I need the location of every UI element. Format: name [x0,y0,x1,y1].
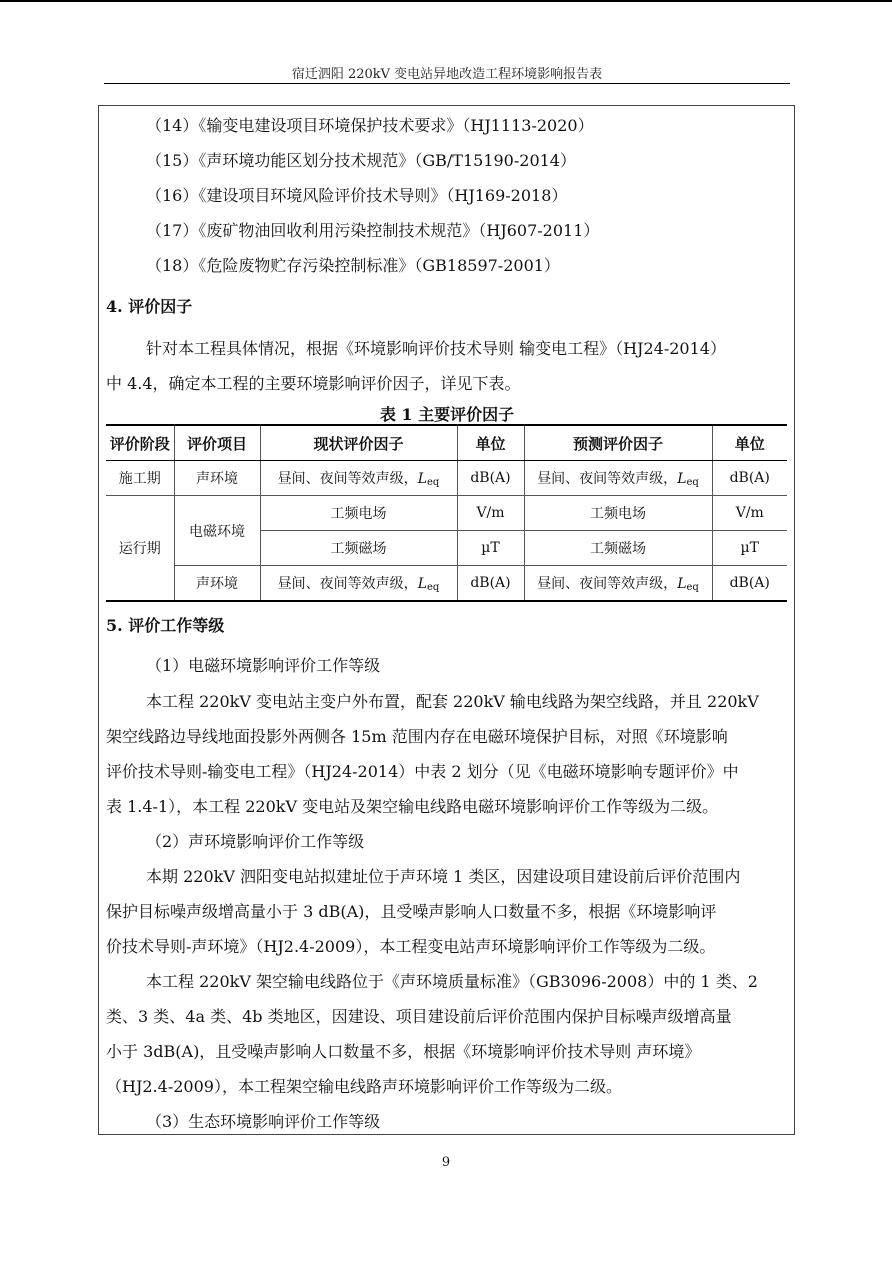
paragraph-line: 类、3 类、4a 类、4b 类地区，因建设、项目建设前后评价范围内保护目标噪声级增高量 [106,1007,732,1026]
subsection-heading: （3）生态环境影响评价工作等级 [146,1112,381,1131]
page-number: 9 [441,1155,451,1170]
current-factor-cell: 昼间、夜间等效声级，Leq [260,461,457,496]
unit-cell: dB(A) [712,566,787,602]
table-header-cell: 单位 [712,425,787,461]
stage-cell: 运行期 [106,496,174,602]
table-header-cell: 单位 [457,425,524,461]
paragraph-line: 保护目标噪声级增高量小于 3 dB(A)，且受噪声影响人口数量不多，根据《环境影响评 [106,902,717,921]
evaluation-factor-table [106,424,787,602]
page-top-border [0,0,892,2]
predicted-factor-cell: 工频磁场 [524,531,712,566]
item-cell: 声环境 [174,461,260,496]
unit-cell: V/m [457,496,524,531]
unit-cell: µT [712,531,787,566]
paragraph-line: 小于 3dB(A)，且受噪声影响人口数量不多，根据《环境影响评价技术导则 声环境》 [106,1042,701,1061]
predicted-factor-cell: 昼间、夜间等效声级，Leq [524,566,712,602]
current-factor-cell: 工频磁场 [260,531,457,566]
table-header-cell: 评价项目 [174,425,260,461]
unit-cell: dB(A) [457,566,524,602]
paragraph-line: 表 1.4-1），本工程 220kV 变电站及架空输电线路电磁环境影响评价工作等级为二级。 [106,797,719,816]
paragraph-line: （HJ2.4-2009），本工程架空输电线路声环境影响评价工作等级为二级。 [106,1077,622,1096]
paragraph-line: 架空线路边导线地面投影外两侧各 15m 范围内存在电磁环境保护目标，对照《环境影响 [106,727,728,746]
item-cell: 电磁环境 [174,496,260,566]
table-header-cell: 预测评价因子 [524,425,712,461]
unit-cell: dB(A) [712,461,787,496]
reference-item: （15）《声环境功能区划分技术规范》（GB/T15190-2014） [146,151,576,170]
item-cell: 声环境 [174,566,260,602]
unit-cell: dB(A) [457,461,524,496]
unit-cell: µT [457,531,524,566]
unit-cell: V/m [712,496,787,531]
stage-cell: 施工期 [106,461,174,496]
section-heading: 5. 评价工作等级 [106,616,225,635]
table-row [106,496,787,531]
paragraph-line: 本期 220kV 泗阳变电站拟建址位于声环境 1 类区，因建设项目建设前后评价范围内 [146,867,741,886]
reference-item: （17）《废矿物油回收利用污染控制技术规范》（HJ607-2011） [146,221,600,240]
paragraph-line: 价技术导则-声环境》（HJ2.4-2009），本工程变电站声环境影响评价工作等级为二级。 [106,937,716,956]
reference-item: （14）《输变电建设项目环境保护技术要求》（HJ1113-2020） [146,116,594,135]
section-heading: 4. 评价因子 [106,297,193,316]
subsection-heading: （1）电磁环境影响评价工作等级 [146,656,381,675]
table-header-row [106,425,787,461]
reference-item: （18）《危险废物贮存污染控制标准》（GB18597-2001） [146,256,560,275]
table-caption: 表 1 主要评价因子 [379,405,515,424]
table-row [106,461,787,496]
paragraph-line: 评价技术导则-输变电工程》（HJ24-2014）中表 2 划分（见《电磁环境影响专题评价》中 [106,762,739,781]
page-header: 宿迁泗阳 220kV 变电站异地改造工程环境影响报告表 [104,63,790,84]
paragraph-line: 中 4.4，确定本工程的主要环境影响评价因子，详见下表。 [106,374,521,393]
table-header-cell: 现状评价因子 [260,425,457,461]
table-header-cell: 评价阶段 [106,425,174,461]
predicted-factor-cell: 昼间、夜间等效声级，Leq [524,461,712,496]
table-row [106,566,787,602]
predicted-factor-cell: 工频电场 [524,496,712,531]
paragraph-line: 针对本工程具体情况，根据《环境影响评价技术导则 输变电工程》（HJ24-2014） [146,339,726,358]
paragraph-line: 本工程 220kV 变电站主变户外布置，配套 220kV 输电线路为架空线路，并且 220kV [146,692,759,711]
subsection-heading: （2）声环境影响评价工作等级 [146,832,365,851]
reference-item: （16）《建设项目环境风险评价技术导则》（HJ169-2018） [146,186,568,205]
paragraph-line: 本工程 220kV 架空输电线路位于《声环境质量标准》（GB3096-2008）中的 1 类、2 [146,972,758,991]
current-factor-cell: 昼间、夜间等效声级，Leq [260,566,457,602]
current-factor-cell: 工频电场 [260,496,457,531]
